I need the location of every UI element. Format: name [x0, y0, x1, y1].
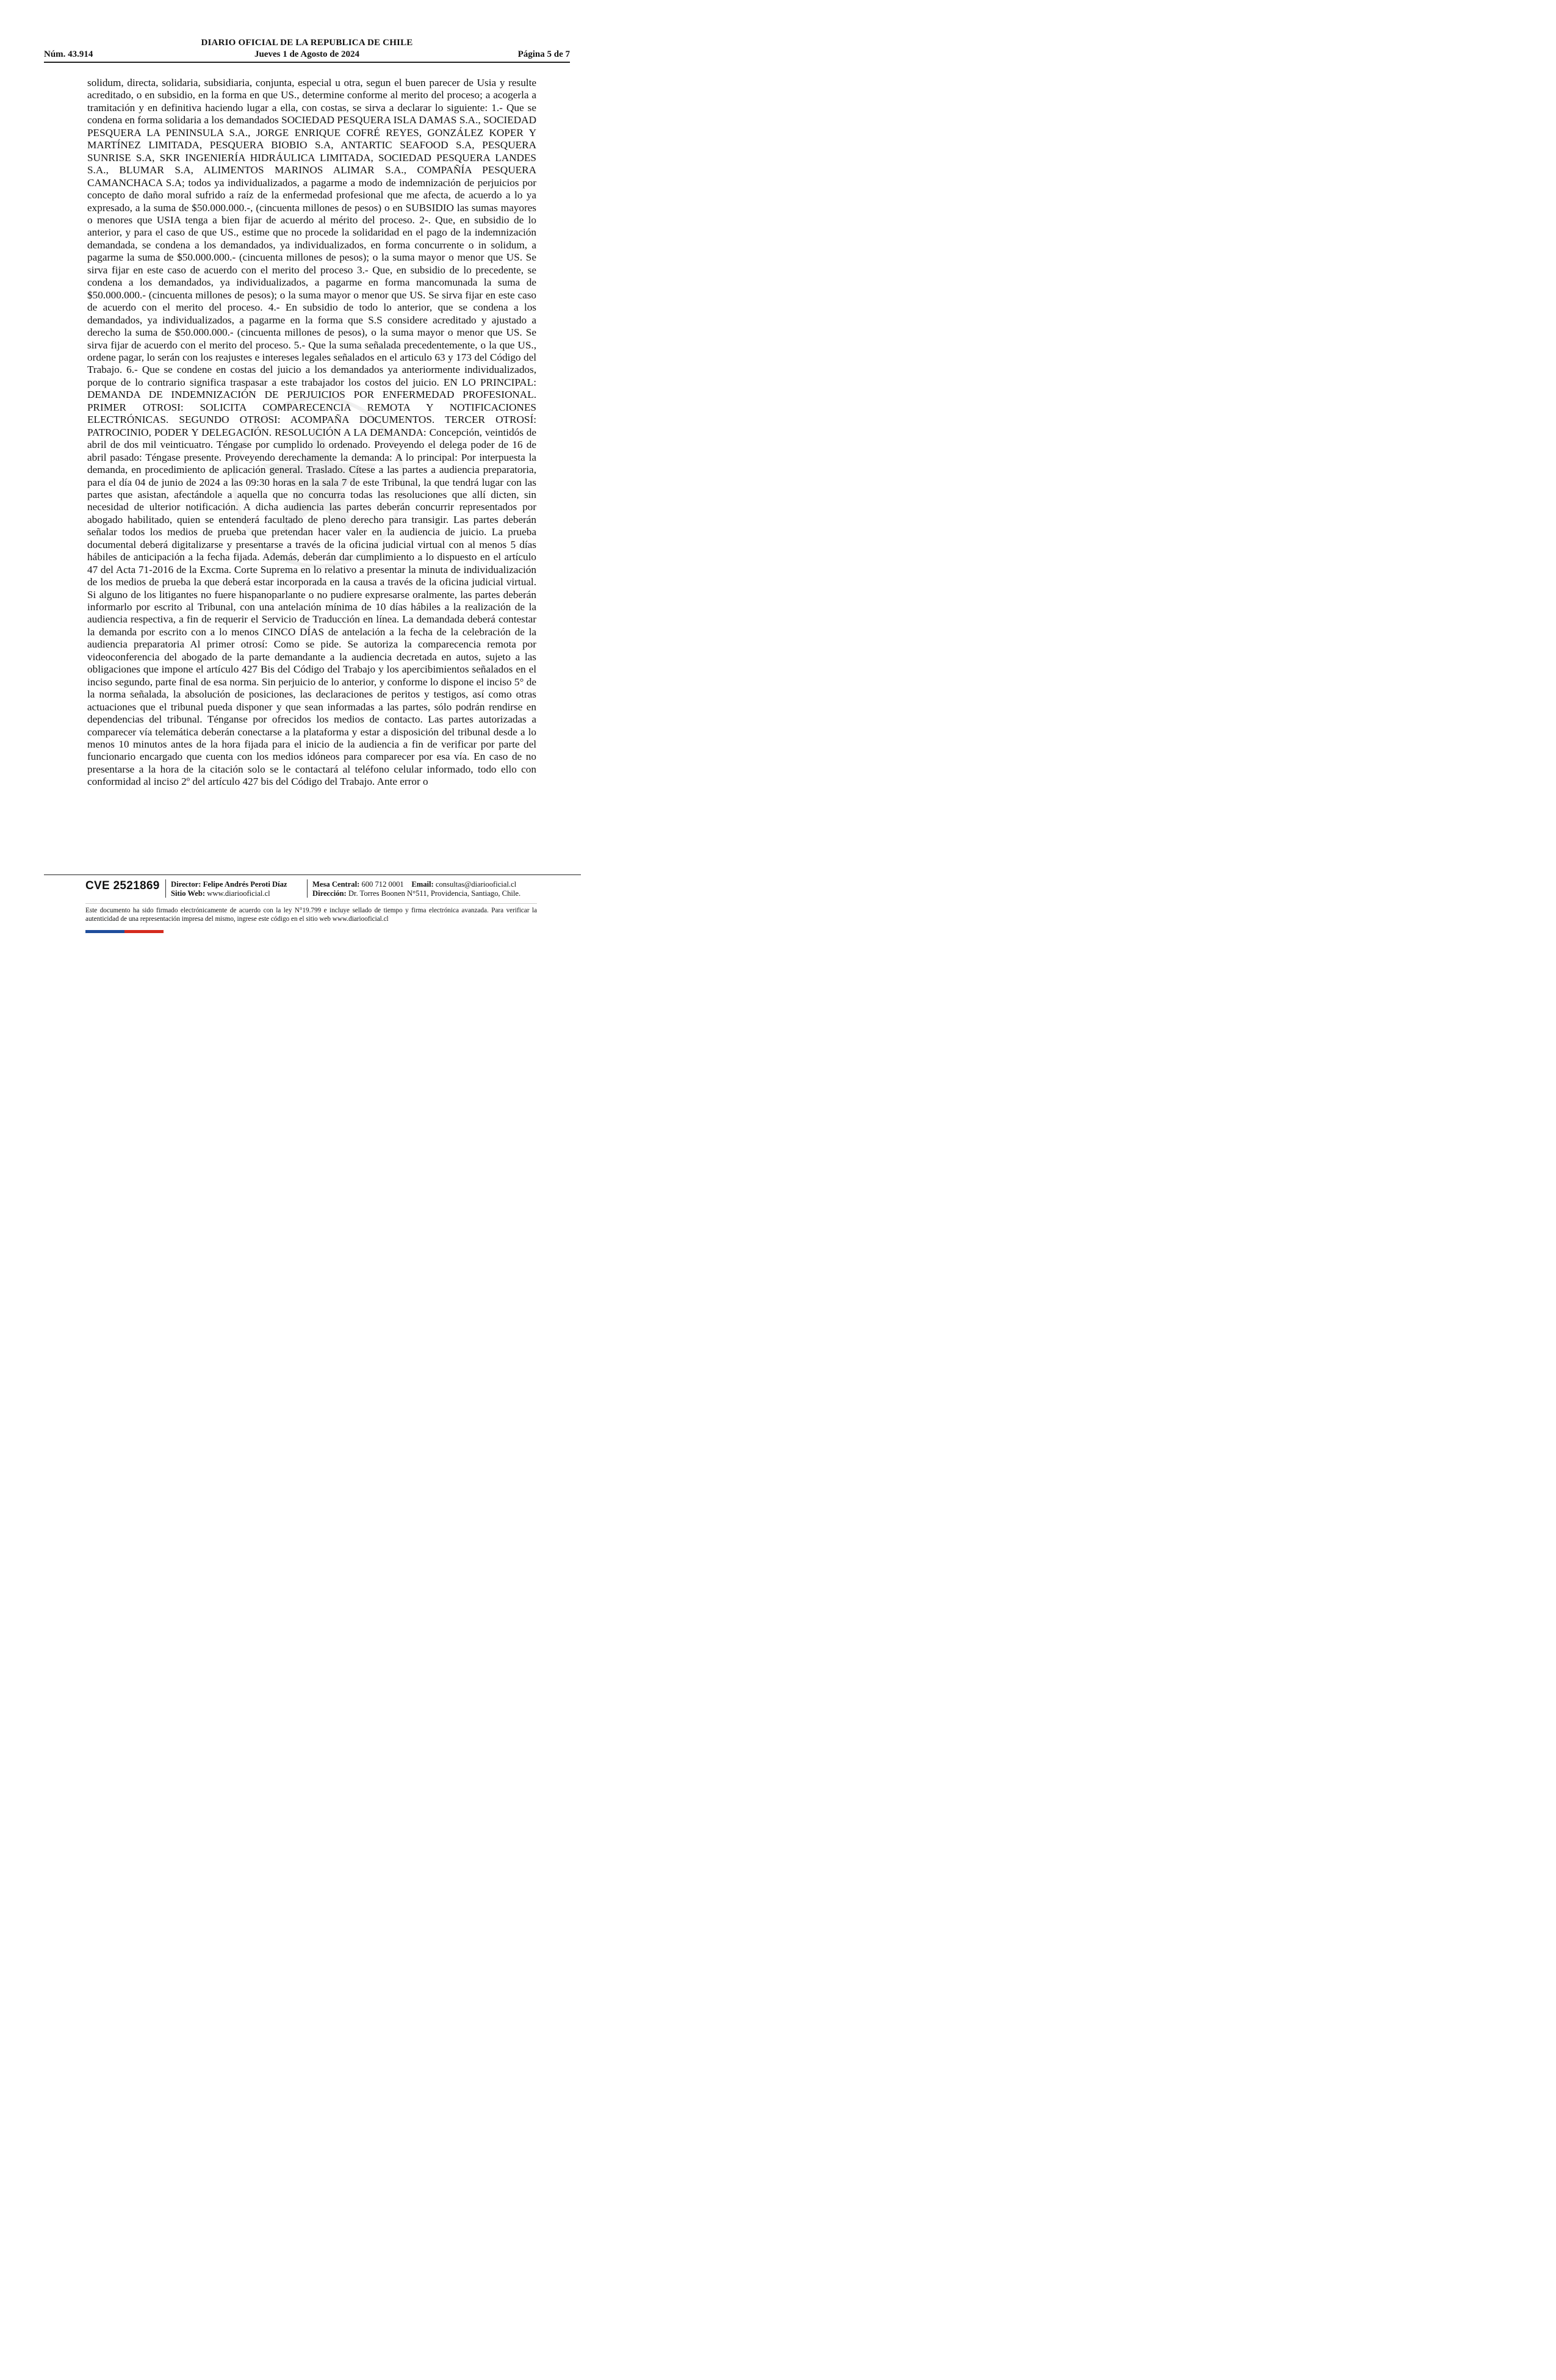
- document-page: [0, 0, 625, 956]
- flag-red-segment: [124, 930, 164, 933]
- legal-divider: [85, 903, 537, 904]
- footer-contact-block: [312, 880, 520, 898]
- footer-separator: [307, 879, 308, 898]
- body-paragraph: solidum, directa, solidaria, subsidiaria, conjunta, especial u otra, segun el buen parecer de Usia y resulte acreditado, o en subsidio, en la forma en que US., determine conforme al merito del proceso; a acogerla a tramitación y en definitiva haciendo lugar a ella, con costas, se sirva a declarar lo siguiente: 1.- Que se condena en forma solidaria a los demandados SOCIEDAD PESQUERA ISLA DAMAS S.A., SOCIEDAD PESQUERA LA PENINSULA S.A., JORGE ENRIQUE COFRÉ REYES, GONZÁLEZ KOPER Y MARTÍNEZ LIMITADA, PESQUERA BIOBIO S.A, ANTARTIC SEAFOOD S.A, PESQUERA SUNRISE S.A, SKR INGENIERÍA HIDRÁULICA LIMITADA, SOCIEDAD PESQUERA LANDES S.A., BLUMAR S.A, ALIMENTOS MARINOS ALIMAR S.A., COMPAÑÍA PESQUERA CAMANCHACA S.A; todos ya individualizados, a pagarme a modo de indemnización de perjuicios por concepto de daño moral sufrido a raíz de la enfermedad profesional que me afecta, de acuerdo a lo ya expresado, a la suma de $50.000.000.-, (cincuenta millones de pesos) o en SUBSIDIO las sumas mayores o menores que USIA tenga a bien fijar de acuerdo al mérito del proceso. 2-. Que, en subsidio de lo anterior, y para el caso de que US., estime que no procede la solidaridad en el pago de la indemnización demandada, se condena a los demandados, ya individualizados, en forma concurrente o in solidum, a pagarme la suma de $50.000.000.- (cincuenta millones de pesos); o la suma mayor o menor que US. Se sirva fijar en este caso de acuerdo con el merito del proceso 3.- Que, en subsidio de lo precedente, se condena a los demandados, ya individualizados, a pagarme en forma mancomunada la suma de $50.000.000.- (cincuenta millones de pesos); o la suma mayor o menor que US. Se sirva fijar en este caso de acuerdo con el merito del proceso. 4.- En subsidio de todo lo anterior, que se condena a los demandados, ya individualizados, a pagarme en la forma que S.S considere acreditado y ajustado a derecho la suma de $50.000.000.- (cincuenta millones de pesos), o la suma mayor o menor que US. Se sirva fijar de acuerdo con el merito del proceso. 5.- Que la suma señalada precedentemente, o la que US., ordene pagar, lo serán con los reajustes e intereses legales señalados en el articulo 63 y 173 del Código del Trabajo. 6.- Que se condene en costas del juicio a los demandados ya anteriormente individualizados, porque de lo contrario significa traspasar a este trabajador los costos del juicio. EN LO PRINCIPAL: DEMANDA DE INDEMNIZACIÓN DE PERJUICIOS POR ENFERMEDAD PROFESIONAL. PRIMER OTROSI: SOLICITA COMPARECENCIA REMOTA Y NOTIFICACIONES ELECTRÓNICAS. SEGUNDO OTROSI: ACOMPAÑA DOCUMENTOS. TERCER OTROSÍ: PATROCINIO, PODER Y DELEGACIÓN. RESOLUCIÓN A LA DEMANDA: Concepción, veintidós de abril de dos mil veinticuatro. Téngase por cumplido lo ordenado. Proveyendo el delega poder de 16 de abril pasado: Téngase presente. Proveyendo derechamente la demanda: A lo principal: Por interpuesta la demanda, en procedimiento de aplicación general. Traslado. Cítese a las partes a audiencia preparatoria, para el día 04 de junio de 2024 a las 09:30 horas en la sala 7 de este Tribunal, la que tendrá lugar con las partes que asistan, afectándole a aquella que no concurra todas las resoluciones que allí dicten, sin necesidad de ulterior notificación. A dicha audiencia las partes deberán concurrir representados por abogado habilitado, quien se entenderá facultado de pleno derecho para transigir. Las partes deberán señalar todos los medios de prueba que pretendan hacer valer en la audiencia de juicio. La prueba documental deberá digitalizarse y presentarse a través de la oficina judicial virtual con al menos 5 días hábiles de anticipación a la fecha fijada. Además, deberán dar cumplimiento a lo dispuesto en el artículo 47 del Acta 71-2016 de la Excma. Corte Suprema en lo relativo a presentar la minuta de individualización de los medios de prueba la que deberá estar incorporada en la causa a través de la oficina judicial virtual. Si alguno de los litigantes no fuere hispanoparlante o no pudiere expresarse oralmente, las partes deberán informarlo por escrito al Tribunal, con una antelación mínima de 10 días hábiles a la realización de la audiencia respectiva, a fin de requerir el Servicio de Traducción en línea. La demandada deberá contestar la demanda por escrito con a lo menos CINCO DÍAS de antelación a la fecha de la celebración de la audiencia preparatoria Al primer otrosí: Como se pide. Se autoriza la comparecencia remota por videoconferencia del abogado de la parte demandante a la audiencia decretada en autos, sujeto a las obligaciones que impone el artículo 427 Bis del Código del Trabajo y los apercibimientos señalados en el inciso segundo, parte final de esa norma. Sin perjuicio de lo anterior, y conforme lo dispone el inciso 5° de la norma señalada, la absolución de posiciones, las declaraciones de peritos y testigos, así como otras actuaciones que el tribunal pueda disponer y que sean informadas a las partes, sólo podrán rendirse en dependencias del tribunal. Ténganse por ofrecidos los medios de contacto. Las partes autorizadas a comparecer vía telemática deberán conectarse a la plataforma y estar a disposición del tribunal desde a lo menos 10 minutos antes de la hora fijada para el inicio de la audiencia a fin de verificar por parte del funcionario encargado que cuenta con los medios idóneos para comparecer por esa vía. En caso de no presentarse a la hora de la citación solo se le contactará al teléfono celular informado, todo ello con conformidad al inciso 2º del artículo 427 bis del Código del Trabajo. Ante error o: [87, 77, 536, 788]
- chile-flag-stripe: [85, 930, 164, 933]
- flag-blue-segment: [85, 930, 124, 933]
- issue-number: Núm. 43.914: [44, 49, 93, 59]
- email-link[interactable]: consultas@diariooficial.cl: [435, 880, 517, 889]
- director-name: Felipe Andrés Peroti Díaz: [203, 880, 287, 889]
- website-label: Sitio Web:: [171, 889, 206, 898]
- website-link[interactable]: www.diariooficial.cl: [207, 889, 270, 898]
- publication-title: DIARIO OFICIAL DE LA REPUBLICA DE CHILE: [201, 38, 413, 48]
- phone-label: Mesa Central:: [312, 880, 360, 889]
- page-header: [44, 38, 570, 62]
- address-label: Dirección:: [312, 889, 347, 898]
- footer-divider: [44, 874, 581, 875]
- phone-number: 600 712 0001: [361, 880, 404, 889]
- email-label: Email:: [411, 880, 434, 889]
- legal-notice: Este documento ha sido firmado electrónicamente de acuerdo con la ley N°19.799 e incluye sellado de tiempo y firma electrónica avanzada. Para verificar la autenticidad de una representación impresa del mismo, ingrese este código en el sitio web www.diariooficial.cl: [85, 907, 537, 923]
- footer-separator: [165, 879, 166, 898]
- address-value: Dr. Torres Boonen N°511, Providencia, Santiago, Chile.: [348, 889, 521, 898]
- page-indicator: Página 5 de 7: [517, 49, 570, 59]
- issue-date: Jueves 1 de Agosto de 2024: [254, 49, 360, 59]
- header-divider: [44, 62, 570, 63]
- cve-code: CVE 2521869: [85, 879, 160, 892]
- director-label: Director:: [171, 880, 201, 889]
- footer-director-block: [171, 880, 287, 898]
